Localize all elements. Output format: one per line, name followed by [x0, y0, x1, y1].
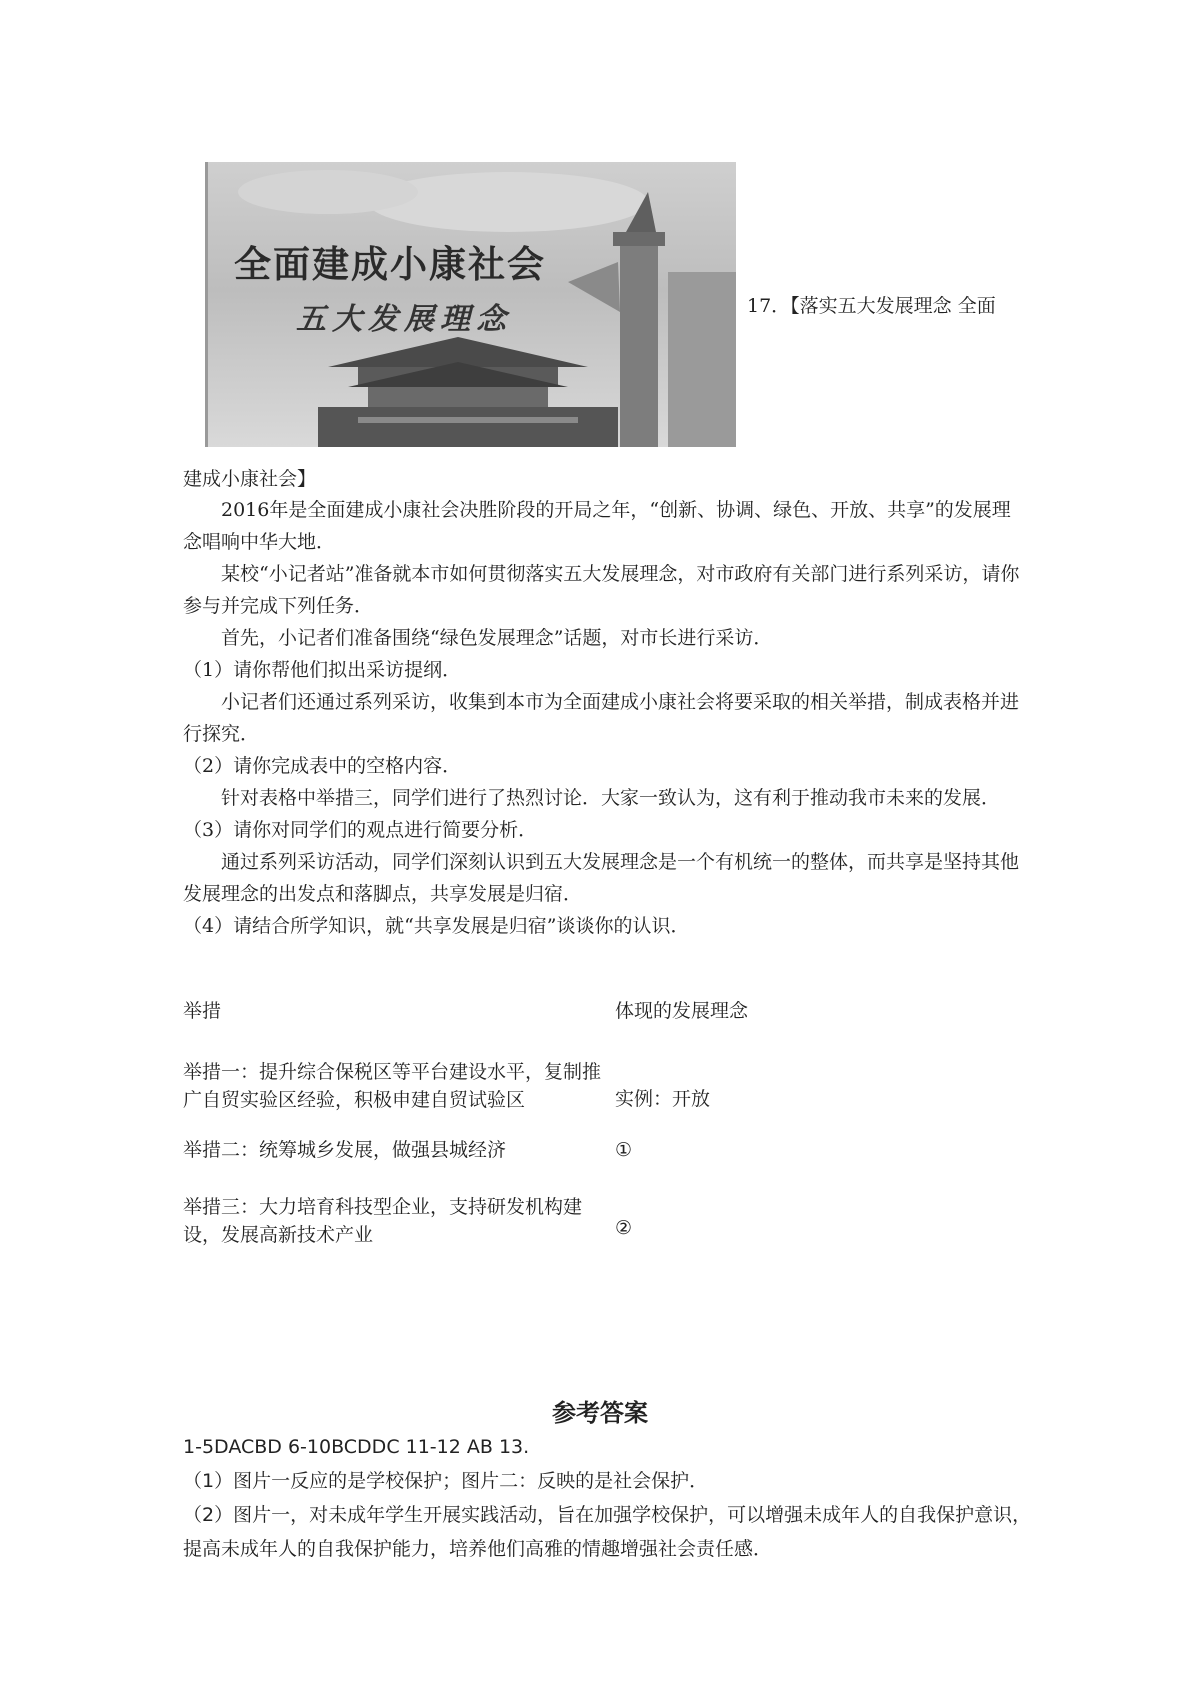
- table-cell: ②: [615, 1217, 633, 1239]
- sub-question: （4）请结合所学知识，就“共享发展是归宿”谈谈你的认识．: [183, 915, 690, 937]
- table-cell: 举措一：提升综合保税区等平台建设水平，复制推广自贸实验区经验，积极申建自贸试验区: [183, 1061, 602, 1111]
- paragraph: 小记者们还通过系列采访，收集到本市为全面建成小康社会将要采取的相关举措，制成表格并进行探究．: [183, 691, 1020, 745]
- paragraph: 2016年是全面建成小康社会决胜阶段的开局之年，“创新、协调、绿色、开放、共享”的发展理念唱响中华大地．: [183, 499, 1011, 553]
- banner-subtitle: 五大发展理念: [296, 302, 512, 337]
- paragraph: 针对表格中举措三，同学们进行了热烈讨论．大家一致认为，这有利于推动我市未来的发展．: [221, 787, 1001, 809]
- table-cell: 实例：开放: [615, 1087, 711, 1110]
- sub-question: （2）请你完成表中的空格内容．: [183, 755, 462, 777]
- table-header-cell: 体现的发展理念: [615, 1000, 749, 1022]
- table-row: [183, 1058, 943, 1136]
- answers-title: 参考答案: [552, 1399, 648, 1427]
- banner-title: 全面建成小康社会: [234, 242, 546, 286]
- answer-line: （2）图片一，对未成年学生开展实践活动，旨在加强学校保护，可以增强未成年人的自我保护意识，提高未成年人的自我保护能力，培养他们高雅的情趣增强社会责任感．: [183, 1504, 1032, 1560]
- table-cell: ①: [615, 1139, 633, 1161]
- paragraph: 某校“小记者站”准备就本市如何贯彻落实五大发展理念，对市政府有关部门进行系列采访，请你参与并完成下列任务．: [183, 563, 1020, 617]
- table-cell: 举措二：统筹城乡发展，做强县城经济: [183, 1139, 507, 1161]
- sub-question: （1）请你帮他们拟出采访提纲．: [183, 659, 462, 681]
- table-header-row: [183, 990, 943, 1058]
- table-row: [183, 1193, 943, 1263]
- table-cell: 举措三：大力培育科技型企业，支持研发机构建设，发展高新技术产业: [183, 1196, 583, 1246]
- table-row: [183, 1136, 943, 1193]
- paragraph: 通过系列采访活动，同学们深刻认识到五大发展理念是一个有机统一的整体，而共享是坚持其他发展理念的出发点和落脚点，共享发展是归宿．: [183, 851, 1020, 905]
- answers-body: [183, 1430, 1043, 1566]
- measures-table: [183, 990, 943, 1263]
- table-header-cell: 举措: [183, 1000, 222, 1022]
- question-body: [183, 494, 1023, 942]
- answer-line: （1）图片一反应的是学校保护；图片二：反映的是社会保护．: [183, 1470, 709, 1492]
- question-heading: 17．【落实五大发展理念 全面: [747, 295, 996, 317]
- answer-line: 1-5DACBD 6-10BCDDC 11-12 AB 13.: [183, 1436, 530, 1458]
- paragraph: 首先，小记者们准备围绕“绿色发展理念”话题，对市长进行采访．: [221, 627, 773, 649]
- question-heading-continued: 建成小康社会】: [183, 468, 317, 490]
- banner-image: [205, 162, 736, 447]
- sub-question: （3）请你对同学们的观点进行简要分析．: [183, 819, 538, 841]
